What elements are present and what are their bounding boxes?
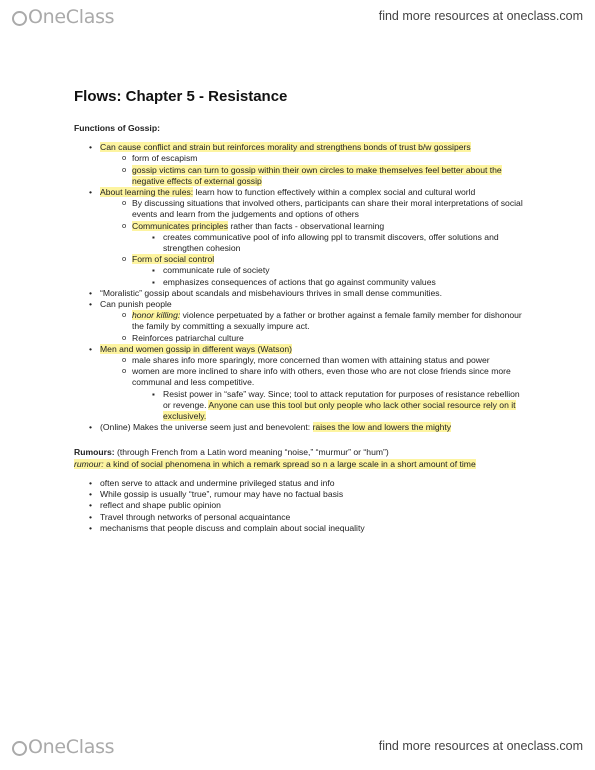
list-item bbox=[100, 221, 524, 255]
list-item bbox=[100, 254, 524, 288]
list-text: Can punish people bbox=[100, 299, 172, 310]
list-text: male shares info more sparingly, more concerned than women with attaining status and power bbox=[132, 355, 490, 366]
list-item bbox=[74, 523, 524, 534]
list-item bbox=[132, 265, 524, 276]
list-text: While gossip is usually “true”, rumour may have no factual basis bbox=[100, 489, 344, 500]
list-text: Resist power in “safe” way. Since; tool to attack reputation for purposes of resistance rebellion or revenge. bbox=[163, 388, 520, 410]
list-item bbox=[74, 299, 524, 344]
list-text: (Online) Makes the universe seem just and benevolent: bbox=[100, 422, 313, 433]
list-item bbox=[74, 478, 524, 489]
highlight: rumour: bbox=[74, 458, 104, 469]
resources-link[interactable]: find more resources at oneclass.com bbox=[378, 739, 583, 753]
list-item bbox=[100, 153, 524, 164]
list-item bbox=[132, 232, 524, 254]
list-item bbox=[74, 142, 524, 187]
list-item bbox=[100, 355, 524, 366]
list-item bbox=[74, 344, 524, 422]
list-text: Reinforces patriarchal culture bbox=[132, 332, 244, 343]
list-item bbox=[100, 310, 524, 332]
logo-circle-icon bbox=[12, 11, 27, 26]
list-text: reflect and shape public opinion bbox=[100, 500, 221, 511]
highlight: About learning the rules: bbox=[100, 187, 194, 198]
oneclass-logo[interactable] bbox=[12, 736, 114, 758]
highlight: Communicates principles bbox=[132, 220, 228, 231]
list-item bbox=[100, 165, 524, 187]
list-item bbox=[74, 288, 524, 299]
list-text: violence perpetuated by a father or brother against a female family member for dishonour the family by committing a sexually impure act. bbox=[132, 310, 522, 332]
list-item bbox=[74, 512, 524, 523]
list-item bbox=[132, 277, 524, 288]
rumours-heading bbox=[74, 447, 524, 458]
highlight: a kind of social phenomena in which a remark spread so n a large scale in a short amount of time bbox=[103, 458, 476, 469]
list-item bbox=[100, 366, 524, 422]
oneclass-logo[interactable] bbox=[12, 6, 114, 28]
list-text: emphasizes consequences of actions that go against community values bbox=[163, 276, 436, 287]
top-banner bbox=[0, 0, 595, 34]
list-text: By discussing situations that involved others, participants can share their moral interpretations of social events and learn from the judgements and options of others bbox=[132, 198, 523, 220]
bottom-banner bbox=[0, 730, 595, 770]
list-item bbox=[100, 333, 524, 344]
list-text: communicate rule of society bbox=[163, 265, 270, 276]
rumours-heading-label: Rumours: bbox=[74, 447, 115, 458]
list-text: creates communicative pool of info allowing ppl to transmit discovers, offer solutions and strengthen cohesion bbox=[163, 231, 499, 254]
list-text: often serve to attack and undermine privileged status and info bbox=[100, 477, 335, 488]
gossip-heading: Functions of Gossip: bbox=[74, 123, 160, 133]
highlight: honor killing: bbox=[132, 310, 181, 321]
list-item bbox=[74, 422, 524, 433]
list-text: rather than facts - observational learning bbox=[228, 220, 385, 231]
list-text: Travel through networks of personal acquaintance bbox=[100, 511, 291, 522]
list-item bbox=[74, 500, 524, 511]
highlight: raises the low and lowers the mighty bbox=[312, 422, 452, 433]
highlight: Can cause conflict and strain but reinforces morality and strengthens bonds of trust b/w gossipers bbox=[100, 142, 471, 153]
list-text: mechanisms that people discuss and complain about social inequality bbox=[100, 522, 365, 533]
highlight: Form of social control bbox=[132, 254, 215, 265]
gossip-list bbox=[74, 142, 524, 433]
logo-text: OneClass bbox=[28, 736, 115, 758]
highlight: Anyone can use this tool but only people who lack other social resource rely on it exclusively. bbox=[163, 399, 516, 422]
logo-text: OneClass bbox=[28, 6, 115, 28]
list-item bbox=[74, 489, 524, 500]
logo-circle-icon bbox=[12, 741, 27, 756]
list-item bbox=[132, 389, 524, 423]
list-text: form of escapism bbox=[132, 153, 198, 164]
document-body bbox=[74, 88, 524, 534]
list-item bbox=[74, 187, 524, 288]
rumours-heading-rest: (through French from a Latin word meaning “noise,” “murmur” or “hum”) bbox=[114, 447, 389, 458]
list-item bbox=[100, 198, 524, 220]
list-text: learn how to function effectively within a complex social and cultural world bbox=[193, 187, 476, 198]
page-title: Flows: Chapter 5 - Resistance bbox=[74, 88, 288, 105]
spacer bbox=[74, 433, 524, 447]
resources-link[interactable]: find more resources at oneclass.com bbox=[378, 9, 583, 23]
rumours-list bbox=[74, 478, 524, 534]
highlight: Men and women gossip in different ways (Watson) bbox=[100, 343, 293, 354]
list-text: “Moralistic” gossip about scandals and misbehaviours thrives in small dense communities. bbox=[100, 287, 442, 298]
rumour-definition bbox=[74, 459, 524, 470]
highlight: gossip victims can turn to gossip within their own circles to make themselves feel better about the negative effects of external gossip bbox=[132, 164, 502, 186]
list-text: women are more inclined to share info with others, even those who are not close friends since more communal and less competitive. bbox=[132, 366, 511, 388]
